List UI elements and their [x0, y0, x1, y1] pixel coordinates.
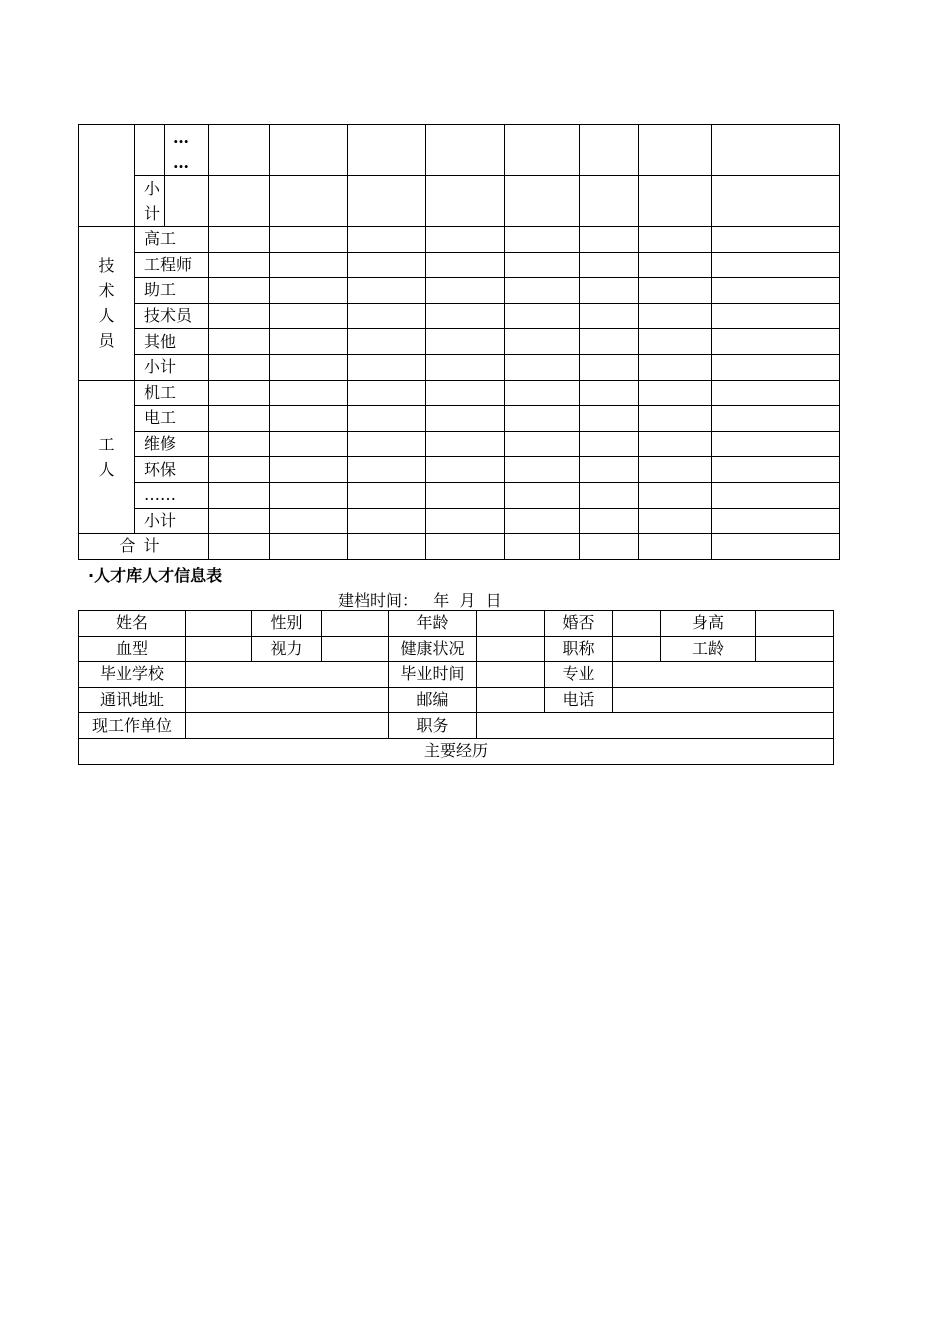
- table-cell: [505, 125, 580, 176]
- table-cell: [209, 431, 270, 457]
- name-field[interactable]: [186, 611, 252, 637]
- table-cell: [135, 125, 165, 176]
- date-label: 建档时间：: [338, 591, 419, 610]
- table-cell: [580, 252, 639, 278]
- table-cell: [639, 354, 712, 380]
- table-cell: [270, 354, 348, 380]
- label-work-years: 工龄: [661, 636, 756, 662]
- table-cell: [712, 431, 840, 457]
- label-phone: 电话: [545, 687, 613, 713]
- table-cell: [580, 457, 639, 483]
- label-school: 毕业学校: [79, 662, 186, 688]
- table-cell: [209, 508, 270, 534]
- table-cell: [505, 329, 580, 355]
- row-label: 工程师: [135, 252, 209, 278]
- title-field[interactable]: [613, 636, 661, 662]
- row-label: 小计: [135, 354, 209, 380]
- date-day: 日: [485, 591, 502, 610]
- talent-info-table: [78, 610, 834, 765]
- filing-date-line: [338, 588, 502, 611]
- table-row: [79, 252, 840, 278]
- table-cell: [712, 329, 840, 355]
- table-cell: [580, 278, 639, 304]
- table-cell: [348, 482, 426, 508]
- label-blood-type: 血型: [79, 636, 186, 662]
- row-label: 助工: [135, 278, 209, 304]
- table-cell: [209, 406, 270, 432]
- label-age: 年龄: [389, 611, 477, 637]
- table-cell: [580, 227, 639, 253]
- table-cell: [426, 508, 505, 534]
- table-cell: [712, 508, 840, 534]
- table-row: [79, 406, 840, 432]
- table-cell: [712, 303, 840, 329]
- table-cell: [348, 431, 426, 457]
- table-cell: [165, 176, 209, 227]
- table-cell: [505, 457, 580, 483]
- row-label: 小计: [135, 508, 209, 534]
- table-cell: [270, 125, 348, 176]
- table-cell: [639, 303, 712, 329]
- table-cell: [712, 482, 840, 508]
- table-cell: [270, 431, 348, 457]
- table-cell: [580, 176, 639, 227]
- table-cell: [348, 457, 426, 483]
- label-grad-time: 毕业时间: [389, 662, 477, 688]
- table-cell: [505, 176, 580, 227]
- table-row: [79, 534, 840, 560]
- table-cell: [580, 508, 639, 534]
- table-cell: [426, 125, 505, 176]
- table-cell: [712, 406, 840, 432]
- ellipsis-top: …: [173, 128, 189, 147]
- label-postcode: 邮编: [389, 687, 477, 713]
- table-cell: [426, 303, 505, 329]
- table-cell: [426, 329, 505, 355]
- table-cell: [712, 278, 840, 304]
- table-cell: [505, 380, 580, 406]
- label-name: 姓名: [79, 611, 186, 637]
- table-cell: [209, 457, 270, 483]
- row-label: 电工: [135, 406, 209, 432]
- table-cell: [426, 534, 505, 560]
- label-address: 通讯地址: [79, 687, 186, 713]
- ellipsis-cell: [165, 125, 209, 176]
- tech-group-label: [79, 227, 135, 381]
- address-field[interactable]: [186, 687, 389, 713]
- label-height: 身高: [661, 611, 756, 637]
- work-years-field[interactable]: [756, 636, 834, 662]
- table-cell: [712, 125, 840, 176]
- staff-statistics-table: [78, 124, 840, 560]
- table-cell: [426, 176, 505, 227]
- table-row: [79, 482, 840, 508]
- table-cell: [348, 354, 426, 380]
- table-cell: [580, 482, 639, 508]
- table-row: [79, 125, 840, 176]
- table-cell: [505, 303, 580, 329]
- table-cell: [209, 176, 270, 227]
- table-cell: [639, 482, 712, 508]
- vision-field[interactable]: [322, 636, 389, 662]
- table-row: [79, 662, 834, 688]
- table-cell: [426, 252, 505, 278]
- table-row: [79, 687, 834, 713]
- blood-type-field[interactable]: [186, 636, 252, 662]
- section-heading: ·人才库人才信息表: [88, 566, 223, 585]
- group-label-empty: [79, 125, 135, 227]
- table-cell: [426, 278, 505, 304]
- ellipsis-bottom: …: [173, 153, 189, 172]
- table-cell: [209, 354, 270, 380]
- row-label: 维修: [135, 431, 209, 457]
- row-label: ……: [135, 482, 209, 508]
- table-cell: [426, 431, 505, 457]
- table-cell: [348, 380, 426, 406]
- table-cell: [209, 227, 270, 253]
- row-label: 高工: [135, 227, 209, 253]
- table-cell: [639, 508, 712, 534]
- table-cell: [505, 278, 580, 304]
- table-cell: [639, 227, 712, 253]
- table-row: [79, 227, 840, 253]
- row-label: 机工: [135, 380, 209, 406]
- tech-label-char: 员: [98, 331, 115, 351]
- table-row: [79, 611, 834, 637]
- table-cell: [712, 227, 840, 253]
- table-cell: [505, 354, 580, 380]
- table-cell: [580, 354, 639, 380]
- label-health: 健康状况: [389, 636, 477, 662]
- table-cell: [580, 303, 639, 329]
- table-row: [79, 738, 834, 764]
- table-cell: [580, 380, 639, 406]
- table-cell: [505, 252, 580, 278]
- table-cell: [209, 278, 270, 304]
- table-cell: [639, 252, 712, 278]
- postcode-field[interactable]: [477, 687, 545, 713]
- table-cell: [348, 278, 426, 304]
- table-cell: [505, 534, 580, 560]
- worker-group-label: [79, 380, 135, 534]
- table-cell: [348, 534, 426, 560]
- table-cell: [348, 252, 426, 278]
- table-cell: [348, 227, 426, 253]
- table-cell: [639, 380, 712, 406]
- table-cell: [426, 482, 505, 508]
- table-cell: [712, 534, 840, 560]
- table-cell: [270, 278, 348, 304]
- label-major: 专业: [545, 662, 613, 688]
- total-label: 合计: [79, 534, 209, 560]
- date-year: 年: [433, 591, 450, 610]
- table-cell: [426, 457, 505, 483]
- table-cell: [209, 303, 270, 329]
- table-cell: [712, 380, 840, 406]
- table-cell: [639, 176, 712, 227]
- label-gender: 性别: [252, 611, 322, 637]
- table-cell: [348, 125, 426, 176]
- table-cell: [270, 252, 348, 278]
- table-row: [79, 278, 840, 304]
- table-cell: [270, 303, 348, 329]
- table-cell: [348, 176, 426, 227]
- row-label: 其他: [135, 329, 209, 355]
- table-cell: [426, 227, 505, 253]
- table-cell: [712, 252, 840, 278]
- label-experience: 主要经历: [79, 738, 834, 764]
- subtotal-stacked-cell: [135, 176, 165, 227]
- table-cell: [639, 431, 712, 457]
- phone-field[interactable]: [613, 687, 834, 713]
- table-cell: [270, 534, 348, 560]
- table-cell: [270, 406, 348, 432]
- table-cell: [712, 457, 840, 483]
- table-cell: [426, 354, 505, 380]
- table-cell: [209, 482, 270, 508]
- table-cell: [639, 125, 712, 176]
- table-cell: [712, 176, 840, 227]
- table-row: [79, 457, 840, 483]
- label-vision: 视力: [252, 636, 322, 662]
- table-cell: [426, 406, 505, 432]
- table-cell: [348, 406, 426, 432]
- gender-field[interactable]: [322, 611, 389, 637]
- row-label: 技术员: [135, 303, 209, 329]
- table-row: [79, 354, 840, 380]
- table-cell: [209, 380, 270, 406]
- table-cell: [270, 227, 348, 253]
- table-cell: [270, 329, 348, 355]
- table-cell: [580, 406, 639, 432]
- date-month: 月: [459, 591, 476, 610]
- row-label: 环保: [135, 457, 209, 483]
- tech-label-char: 术: [98, 281, 115, 301]
- table-cell: [270, 482, 348, 508]
- table-cell: [505, 406, 580, 432]
- table-cell: [348, 303, 426, 329]
- worker-label-char: 工: [98, 434, 115, 454]
- height-field[interactable]: [756, 611, 834, 637]
- label-employer: 现工作单位: [79, 713, 186, 739]
- grad-time-field[interactable]: [477, 662, 545, 688]
- worker-label-char: 人: [98, 459, 115, 479]
- table-cell: [209, 329, 270, 355]
- table-cell: [270, 508, 348, 534]
- table-row: [79, 636, 834, 662]
- tech-label-char: 人: [98, 306, 115, 326]
- table-row: [79, 431, 840, 457]
- table-row: [79, 329, 840, 355]
- health-field[interactable]: [477, 636, 545, 662]
- table-cell: [505, 508, 580, 534]
- table-cell: [580, 431, 639, 457]
- subtotal-char-2: 计: [144, 204, 161, 223]
- age-field[interactable]: [477, 611, 545, 637]
- table-cell: [639, 457, 712, 483]
- table-cell: [639, 278, 712, 304]
- label-marital: 婚否: [545, 611, 613, 637]
- table-cell: [639, 329, 712, 355]
- marital-field[interactable]: [613, 611, 661, 637]
- subtotal-char-1: 小: [144, 179, 161, 198]
- major-field[interactable]: [613, 662, 834, 688]
- school-field[interactable]: [186, 662, 389, 688]
- label-position: 职务: [389, 713, 477, 739]
- table-cell: [580, 125, 639, 176]
- table-cell: [712, 354, 840, 380]
- table-cell: [209, 125, 270, 176]
- table-cell: [639, 406, 712, 432]
- table-cell: [505, 227, 580, 253]
- table-row: [79, 713, 834, 739]
- table-cell: [270, 176, 348, 227]
- table-cell: [348, 508, 426, 534]
- table-cell: [270, 457, 348, 483]
- employer-field[interactable]: [186, 713, 389, 739]
- tech-label-char: 技: [98, 256, 115, 276]
- table-row: [79, 508, 840, 534]
- table-cell: [580, 534, 639, 560]
- table-cell: [270, 380, 348, 406]
- table-cell: [209, 534, 270, 560]
- table-cell: [639, 534, 712, 560]
- table-cell: [505, 482, 580, 508]
- table-cell: [505, 431, 580, 457]
- position-field[interactable]: [477, 713, 834, 739]
- table-cell: [580, 329, 639, 355]
- table-row: [79, 380, 840, 406]
- table-cell: [209, 252, 270, 278]
- table-cell: [348, 329, 426, 355]
- table-row: [79, 176, 840, 227]
- label-title: 职称: [545, 636, 613, 662]
- table-row: [79, 303, 840, 329]
- table-cell: [426, 380, 505, 406]
